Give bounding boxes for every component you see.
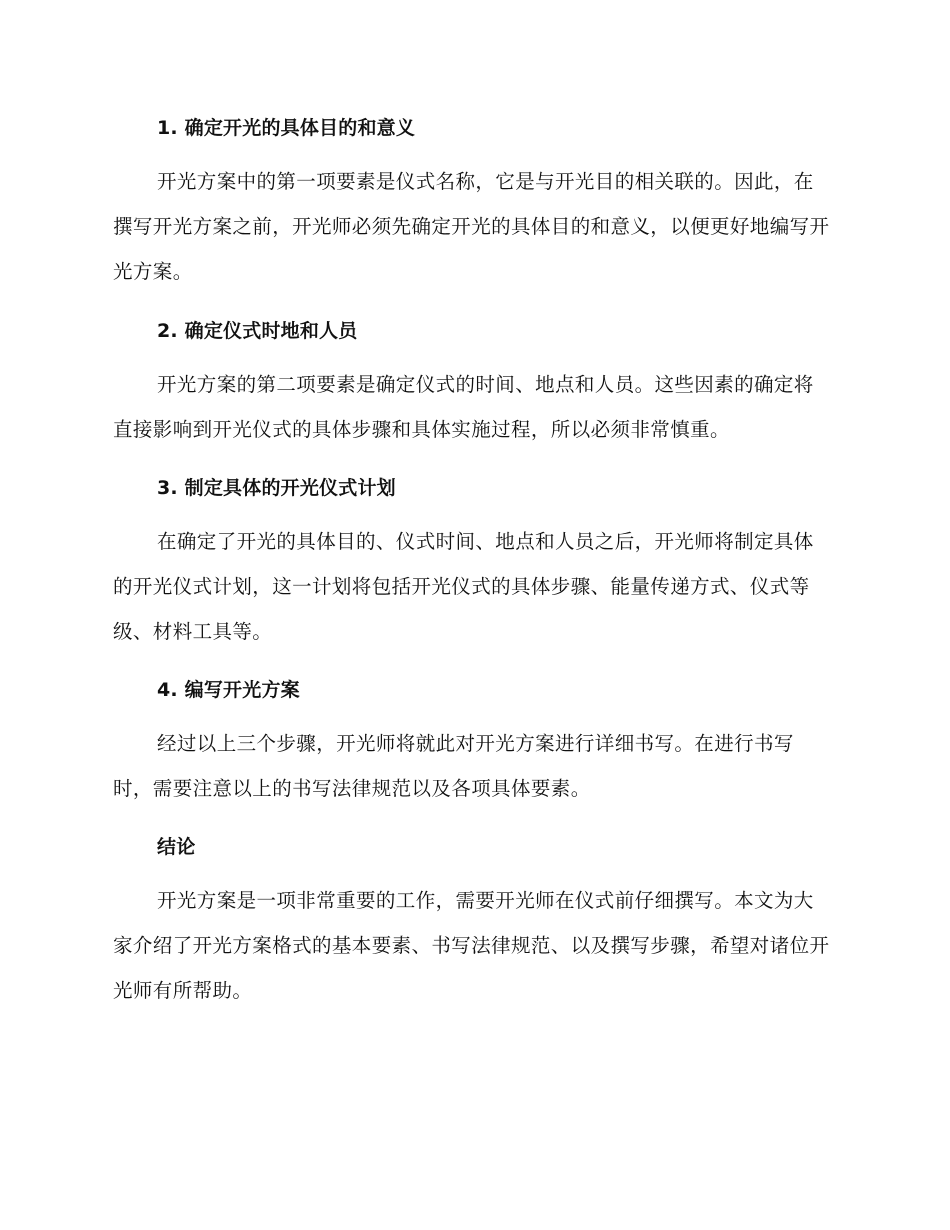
section-paragraph-4: 经过以上三个步骤，开光师将就此对开光方案进行详细书写。在进行书写时，需要注意以上的书写法律规范以及各项具体要素。 <box>113 732 794 800</box>
document-page <box>113 112 833 1013</box>
section-paragraph-3: 在确定了开光的具体目的、仪式时间、地点和人员之后，开光师将制定具体的开光仪式计划，这一计划将包括开光仪式的具体步骤、能量传递方式、仪式等级、材料工具等。 <box>113 530 814 643</box>
section-heading-3: 3. 制定具体的开光仪式计划 <box>157 477 396 499</box>
section-paragraph-1: 开光方案中的第一项要素是仪式名称，它是与开光目的相关联的。因此，在撰写开光方案之前，开光师必须先确定开光的具体目的和意义，以便更好地编写开光方案。 <box>113 170 830 283</box>
conclusion-paragraph: 开光方案是一项非常重要的工作，需要开光师在仪式前仔细撰写。本文为大家介绍了开光方案格式的基本要素、书写法律规范、以及撰写步骤，希望对诸位开光师有所帮助。 <box>113 889 830 1002</box>
section-heading-2: 2. 确定仪式时地和人员 <box>157 320 358 342</box>
section-heading-4: 4. 编写开光方案 <box>157 679 300 701</box>
section-paragraph-2: 开光方案的第二项要素是确定仪式的时间、地点和人员。这些因素的确定将直接影响到开光仪式的具体步骤和具体实施过程，所以必须非常慎重。 <box>113 373 814 441</box>
section-heading-1: 1. 确定开光的具体目的和意义 <box>157 117 416 139</box>
conclusion-heading: 结论 <box>157 836 196 858</box>
